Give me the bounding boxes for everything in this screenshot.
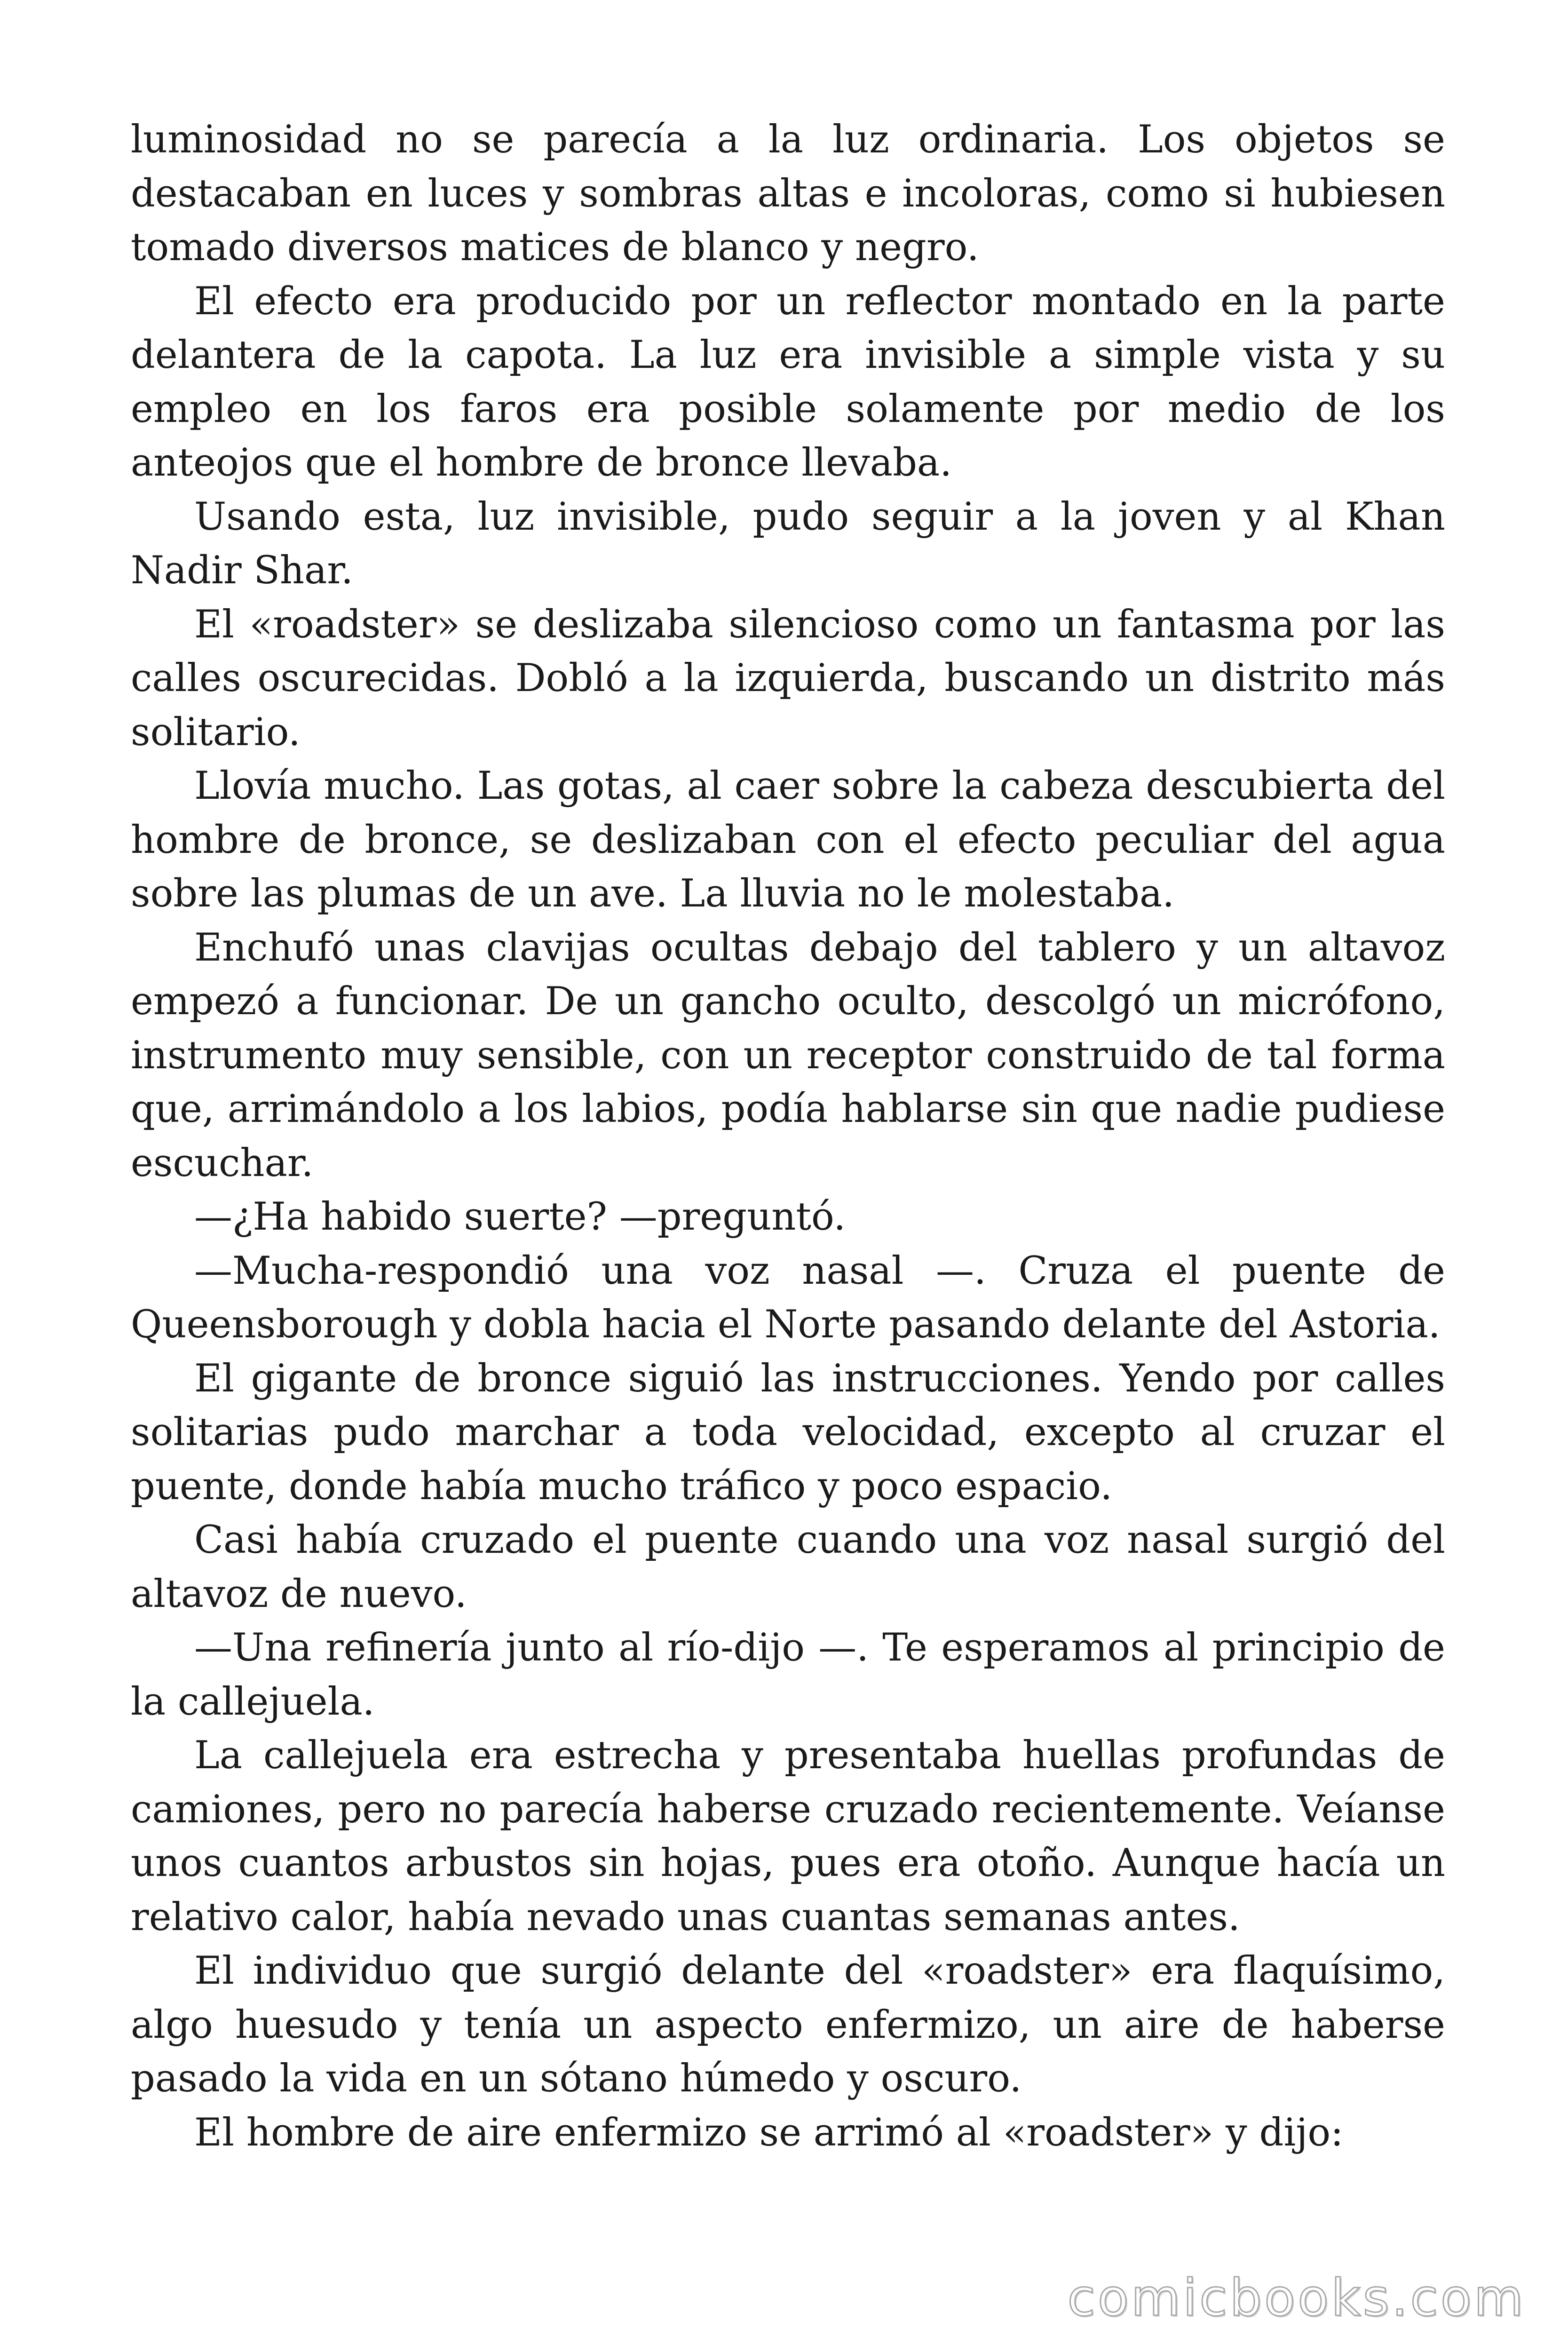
paragraph-5: Llovía mucho. Las gotas, al caer sobre la cabeza descubierta del hombre de bronce, se deslizaban con el efecto peculiar del agua sobre las plumas de un ave. La lluvia no le molestaba. <box>131 764 1445 916</box>
paragraph-14: El hombre de aire enfermizo se arrimó al «roadster» y dijo: <box>194 2110 1344 2155</box>
paragraph-1: luminosidad no se parecía a la luz ordinaria. Los objetos se destacaban en luces y sombras altas e incoloras, como si hubiesen tomado diversos matices de blanco y negro. <box>131 118 1445 270</box>
paragraph-12: La callejuela era estrecha y presentaba huellas profundas de camiones, pero no parecía haberse cruzado recientemente. Veíanse unos cuantos arbustos sin hojas, pues era otoño. Aunque hacía un relativo calor, había nevado unas cuantas semanas antes. <box>131 1733 1445 1939</box>
paragraph-8: —Mucha-respondió una voz nasal —. Cruza el puente de Queensborough y dobla hacia el Norte pasando delante del Astoria. <box>131 1248 1445 1347</box>
paragraph-2: El efecto era producido por un reflector montado en la parte delantera de la capota. La luz era invisible a simple vista y su empleo en los faros era posible solamente por medio de los anteojos que el hombre de bronce llevaba. <box>131 279 1445 485</box>
paragraph-6: Enchufó unas clavijas ocultas debajo del tablero y un altavoz empezó a funcionar. De un gancho oculto, descolgó un micrófono, instrumento muy sensible, con un receptor construido de tal forma que, arrimándolo a los labios, podía hablarse sin que nadie pudiese escuchar. <box>131 925 1445 1185</box>
paragraph-3: Usando esta, luz invisible, pudo seguir a la joven y al Khan Nadir Shar. <box>131 494 1445 593</box>
paragraph-13: El individuo que surgió delante del «roadster» era flaquísimo, algo huesudo y tenía un aspecto enfermizo, un aire de haberse pasado la vida en un sótano húmedo y oscuro. <box>131 1949 1445 2101</box>
paragraph-7: —¿Ha habido suerte? —preguntó. <box>194 1195 846 1239</box>
paragraph-9: El gigante de bronce siguió las instrucciones. Yendo por calles solitarias pudo marchar a toda velocidad, excepto al cruzar el puente, donde había mucho tráfico y poco espacio. <box>131 1356 1445 1509</box>
watermark-logo: comicbooks.com <box>1067 2269 1526 2328</box>
paragraph-11: —Una refinería junto al río-dijo —. Te esperamos al principio de la callejuela. <box>131 1626 1445 1724</box>
paragraph-4: El «roadster» se deslizaba silencioso como un fantasma por las calles oscurecidas. Dobló a la izquierda, buscando un distrito más solitario. <box>131 602 1445 755</box>
book-page-text <box>131 113 1445 2160</box>
paragraph-10: Casi había cruzado el puente cuando una voz nasal surgió del altavoz de nuevo. <box>131 1518 1445 1616</box>
